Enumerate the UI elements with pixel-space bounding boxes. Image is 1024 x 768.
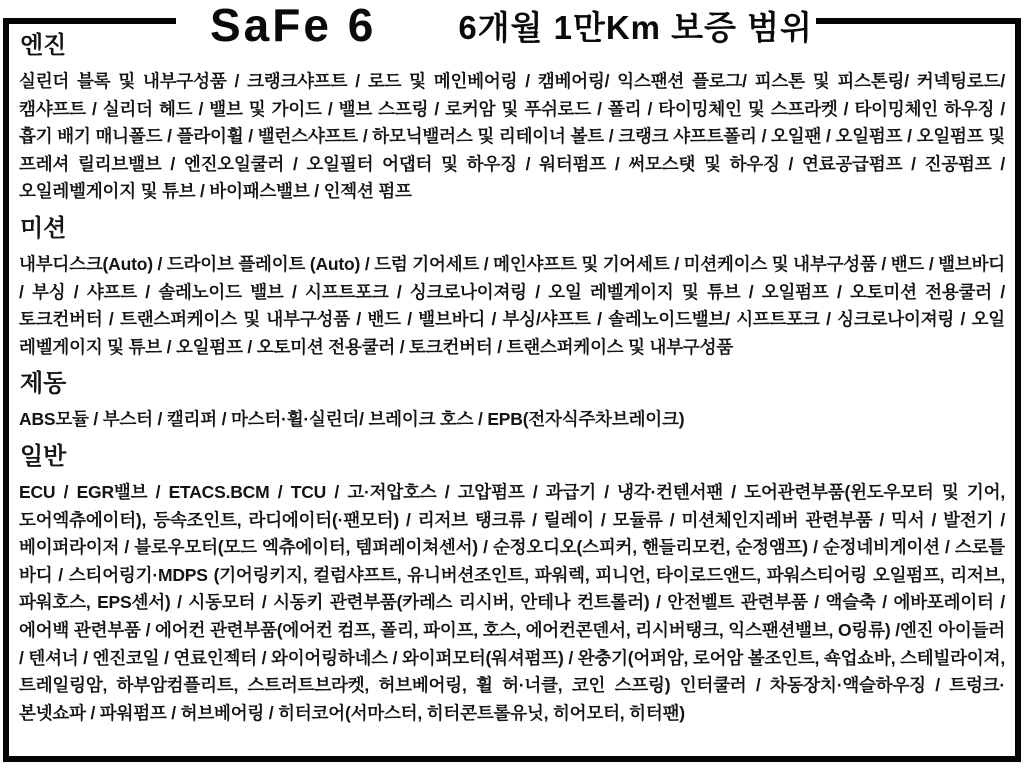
page-title: SaFe 6 bbox=[210, 0, 377, 51]
section-items-braking: ABS모듈 / 부스터 / 캘리퍼 / 마스터·휠·실린더/ 브레이크 호스 / EPB(전자식주차브레이크) bbox=[19, 409, 685, 430]
section-title-braking: 제동 bbox=[20, 370, 67, 398]
section-braking bbox=[19, 370, 1005, 434]
section-items-general: ECU / EGR밸브 / ETACS.BCM / TCU / 고·저압호스 / 고압펌프 / 과급기 / 냉각·컨텐서팬 / 도어관련부품(윈도우모터 및 기어, 도어엑츄에이터), 등속조인트, 라디에이터(·팬모터) / 리저브 탱크류 / 릴레이 / 모듈류 / 미션체인지레버 관련부품 / 믹서 / 발전기 / 베이퍼라이저 / 블로우모터(모드 엑츄에이터, 템퍼레이쳐센서) / 순정오디오(스피커, 핸들리모컨, 순정앰프) / 순정네비게이션 / 스로틀 바디 / 스티어링기·MDPS (기어링키지, 컬럼샤프트, 유니버션조인트, 파워렉, 피니언, 타이로드앤드, 파워스티어링 오일펌프, 리저브, 파워호스, EPS센서) / 시동모터 / 시동키 관련부품(카레스 리시버, 안테나 컨트롤러) / 안전벨트 관련부품 / 액슬축 / 에바포레이터 / 에어백 관련부품 / 에어컨 관련부품(에어컨 컴프, 폴리, 파이프, 호스, 에어컨콘덴서, 리시버탱크, 익스팬션밸브, O링류) /엔진 아이들러 / 텐셔너 / 엔진코일 / 연료인젝터 / 와이어링하네스 / 와이퍼모터(워셔펌프) / 완충기(어퍼암, 로어암 볼조인트, 쇽업쇼바, 스테빌라이져, 트레일링암, 하부암컴플리트, 스트러트브라켓, 허브베어링, 휠 허·너클, 코인 스프링) 인터쿨러 / 차동장치·액슬하우징 / 트렁크·본넷쇼파 / 파워펌프 / 허브베어링 / 히터코어(서마스터, 히터콘트롤유닛, 히어모터, 히터팬) bbox=[19, 481, 1005, 723]
section-items-engine: 실린더 블록 및 내부구성품 / 크랭크샤프트 / 로드 및 메인베어링 / 캠베어링/ 익스팬션 플로그/ 피스톤 및 피스톤링/ 커넥팅로드/ 캠샤프트 / 실리더 헤드 / 밸브 및 가이드 / 밸브 스프링 / 로커암 및 푸쉬로드 / 폴리 / 타이밍체인 및 스프라켓 / 타이밍체인 하우징 / 흡기 배기 매니폴드 / 플라이휠 / 밸런스샤프트 / 하모닉밸러스 및 리테이너 볼트 / 크랭크 샤프트폴리 / 오일팬 / 오일펌프 / 오일펌프 및 프레셔 릴리브밸브 / 엔진오일쿨러 / 오일필터 어댑터 및 하우징 / 워터펌프 / 써모스탯 및 하우징 / 연료공급펌프 / 진공펌프 / 오일레벨게이지 및 튜브 / 바이패스밸브 / 인젝션 펌프 bbox=[19, 71, 1005, 202]
content-frame bbox=[3, 18, 1021, 762]
section-engine bbox=[19, 32, 1005, 206]
header bbox=[176, 0, 816, 50]
section-transmission bbox=[19, 215, 1005, 361]
section-title-transmission: 미션 bbox=[20, 214, 67, 242]
page-subtitle: 6개월 1만Km 보증 범위 bbox=[458, 8, 813, 46]
section-items-transmission: 내부디스크(Auto) / 드라이브 플레이트 (Auto) / 드럼 기어세트 / 메인샤프트 및 기어세트 / 미션케이스 및 내부구성품 / 밴드 / 밸브바디 / 부싱 / 샤프트 / 솔레노이드 밸브 / 시프트포크 / 싱크로나이져링 / 오일 레벨게이지 및 튜브 / 오일펌프 / 오토미션 전용쿨러 / 토크컨버터 / 트랜스퍼케이스 및 내부구성품 / 밴드 / 밸브바디 / 부싱/샤프트 / 솔레노이드밸브/ 시프트포크 / 싱크로나이져링 / 오일 레벨게이지 및 튜브 / 오일펌프 / 오토미션 전용쿨러 / 토크컨버터 / 트랜스퍼케이스 및 내부구성품 bbox=[19, 253, 1005, 357]
section-title-engine: 엔진 bbox=[20, 32, 67, 59]
section-title-general: 일반 bbox=[20, 442, 67, 470]
section-general bbox=[19, 443, 1005, 727]
